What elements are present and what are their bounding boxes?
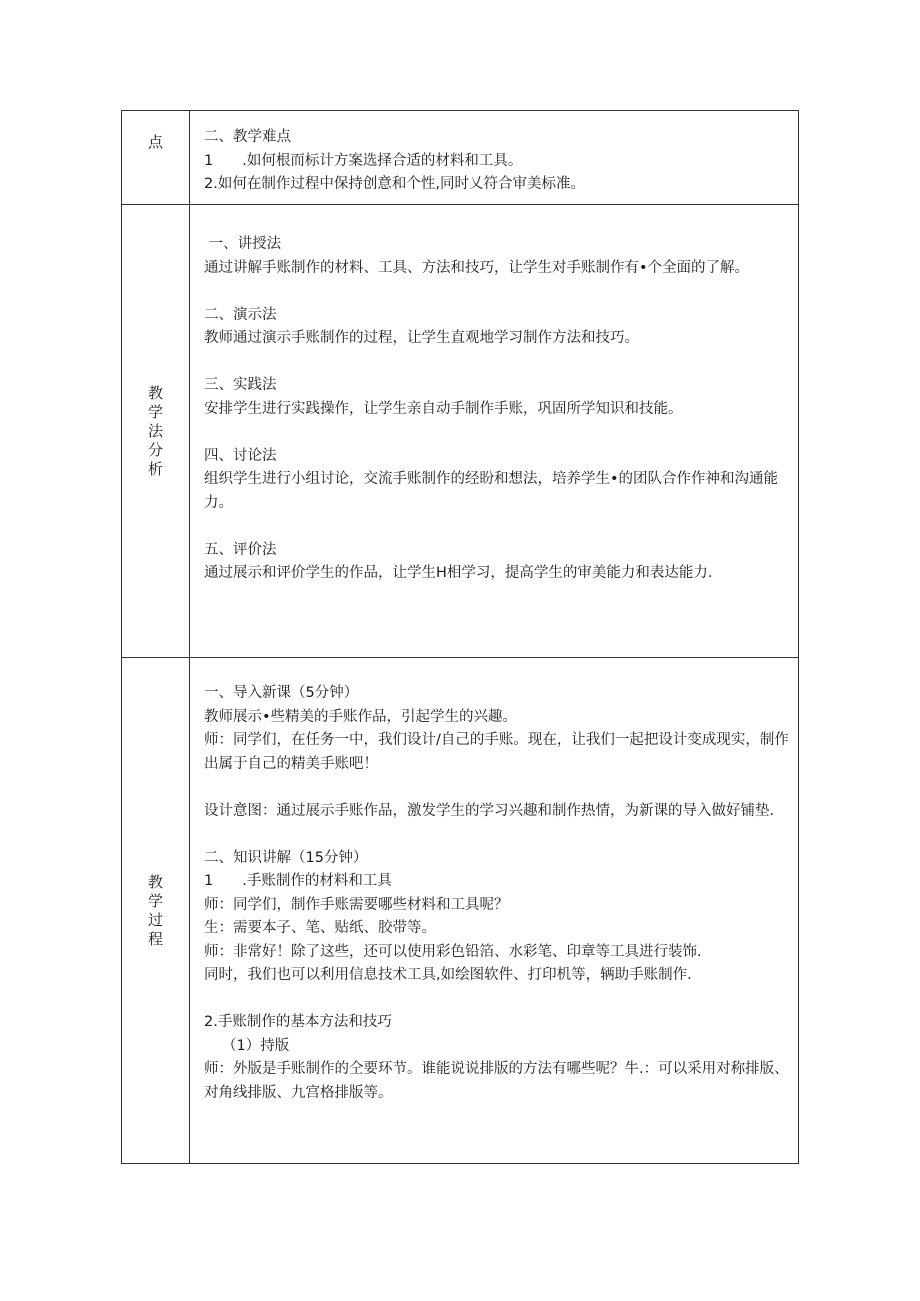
teaching-process-label: 教学过程	[147, 872, 163, 948]
method-title-demo: 二、演示法	[204, 306, 277, 323]
intro-line-1: 教师展示•些精美的手账作品，引起学生的兴趣。	[204, 708, 518, 725]
difficulty-heading: 二、教学难点	[204, 129, 291, 145]
dialog-line-1: 师：同学们，制作手账需要哪些材料和工具呢？	[204, 896, 509, 913]
teaching-process-row	[122, 658, 799, 1164]
teaching-process-label-cell	[122, 658, 190, 1164]
lesson-plan-table	[121, 110, 799, 1164]
knowledge-title: 二、知识讲解（15分钟）	[204, 849, 368, 866]
method-body-practice: 安排学生进行实践操作，让学生亲自动手制作手账，巩固所学知识和技能。	[204, 400, 683, 417]
method-title-lecture: 一、讲授法	[204, 236, 282, 252]
intro-title: 一、导入新课（5分钟）	[204, 685, 359, 701]
method-analysis-label: 教学法分析	[147, 383, 163, 478]
layout-body: 师：外版是手账制作的仝要环节。谁能说说排版的方法有哪些呢？牛.：可以采用对称排版、对角线排版、九宫格排版等。	[204, 1061, 789, 1101]
dialog-line-2: 生：需要本子、笔、贴纸、胶带等。	[204, 920, 436, 936]
method-title-discussion: 四、讨论法	[204, 447, 277, 464]
layout-item: （1）持版	[222, 1037, 290, 1054]
method-analysis-content-cell	[190, 205, 799, 658]
method-body-evaluation: 通过展示和评价学生的作品，让学生H相学习，提高学生的审美能力和表达能力.	[204, 565, 713, 581]
method-body-lecture: 通过讲解手账制作的材料、工具、方法和技巧，让学生对手账制作有•个全面的了解。	[204, 259, 750, 276]
method-analysis-row	[122, 205, 799, 658]
difficulty-row	[122, 111, 799, 205]
teaching-process-content-cell	[190, 658, 799, 1164]
method-body-discussion: 组织学生进行小组讨论，交流手账制作的经盼和想法，培养学生•的团队合作作神和沟通能力。	[204, 471, 779, 511]
method-analysis-label-cell	[122, 205, 190, 658]
difficulty-label-cell	[122, 111, 190, 205]
method-title-evaluation: 五、评价法	[204, 541, 277, 558]
knowledge-subheading-2: 2.手账制作的基本方法和技巧	[204, 1014, 392, 1030]
design-intent: 设计意图：通过展示手账作品，激发学生的学习兴趣和制作热情，为新课的导入做好铺垫.	[204, 802, 775, 819]
difficulty-point-1: 1 .如何根而标计方案选择合适的材料和工具。	[204, 152, 523, 169]
knowledge-subheading-1: 1 .手账制作的材料和工具	[204, 873, 392, 889]
difficulty-content-cell	[190, 111, 799, 205]
dialog-line-3: 师：非常好！除了这些，还可以使用彩色铅箔、水彩笔、印章等工具进行装饰.	[204, 943, 702, 960]
method-title-practice: 三、实践法	[204, 377, 277, 393]
dialog-line-4: 同时，我们也可以利用信息技术工具,如绘图软件、打印机等，辆助手账制作.	[204, 967, 692, 983]
difficulty-label: 点	[147, 133, 163, 151]
intro-line-2: 师：同学们，在任务一中，我们设计/自己的手账。现在，让我们一起把设计变成现实，制作出属于自己的精美手账吧！	[204, 732, 789, 772]
difficulty-point-2: 2.如何在制作过程中保持创意和个性,同时乂符合审美标准。	[204, 176, 585, 192]
method-body-demo: 教师通过演示手账制作的过程，让学生直观地学习制作方法和技巧。	[204, 330, 639, 346]
